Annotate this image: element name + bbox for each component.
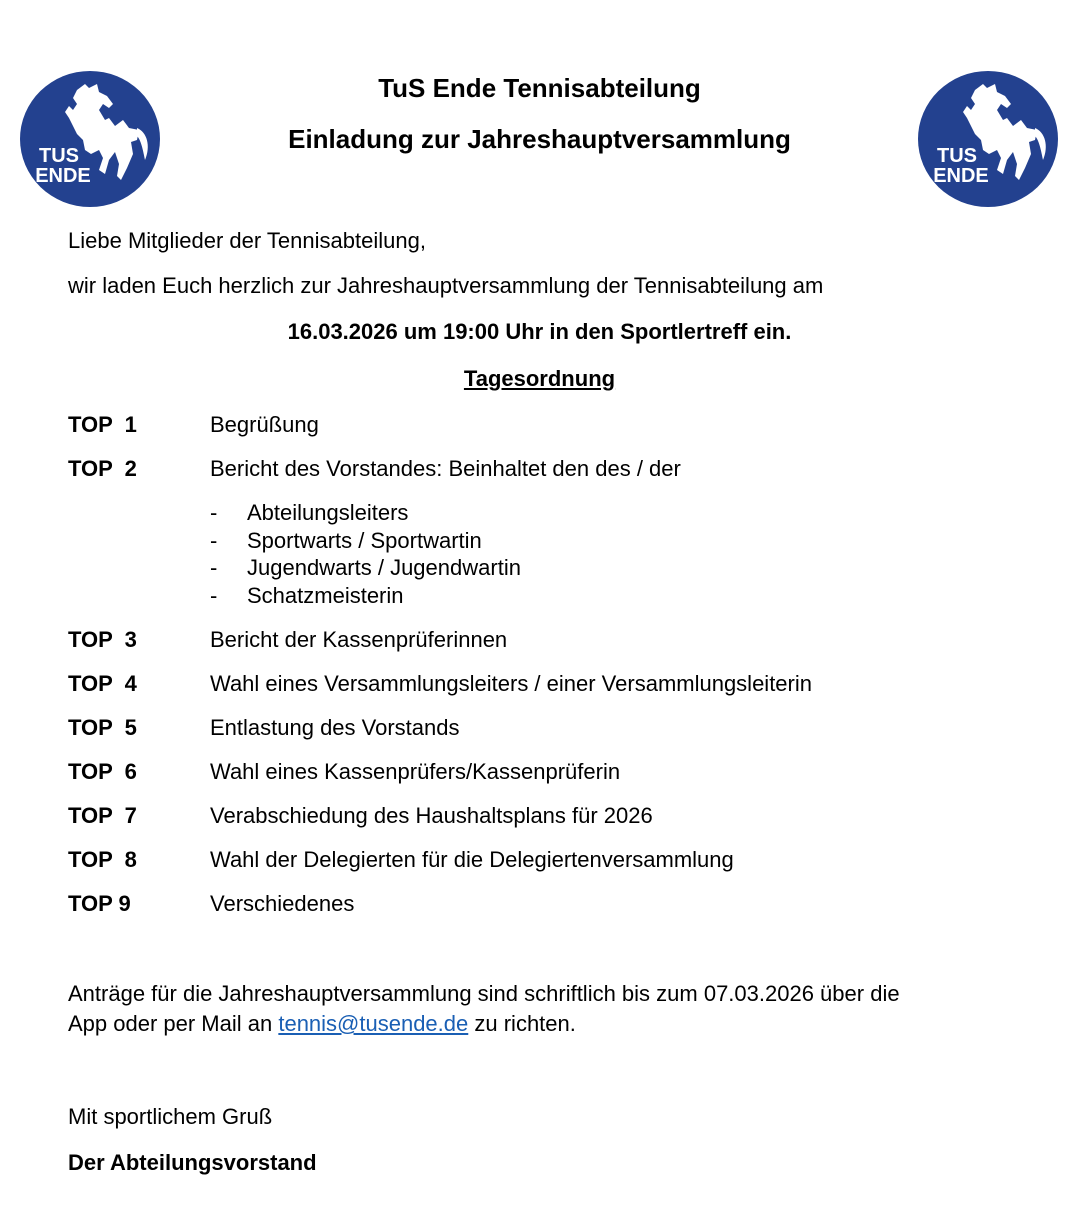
motions-line-2 [68, 1011, 576, 1037]
sub-item [210, 555, 521, 581]
greeting: Liebe Mitglieder der Tennisabteilung, [68, 228, 426, 253]
logo-text-ende: ENDE [35, 165, 91, 187]
agenda-label: Wahl der Delegierten für die Delegiertenversammlung [210, 847, 734, 872]
agenda-item-5 [68, 715, 460, 741]
agenda-label: Bericht des Vorstandes: Beinhaltet den des / der [210, 456, 681, 481]
agenda-label: Verabschiedung des Haushaltsplans für 2026 [210, 803, 653, 828]
logo-text-tus: TUS [937, 145, 977, 167]
agenda-item-7 [68, 803, 653, 829]
agenda-item-9 [68, 891, 354, 917]
agenda-number: TOP 2 [68, 456, 137, 481]
agenda-item-4 [68, 671, 812, 697]
list-dash: - [210, 555, 218, 580]
sub-item-label: Sportwarts / Sportwartin [247, 528, 482, 553]
agenda-label: Begrüßung [210, 412, 319, 437]
document-title: TuS Ende Tennisabteilung [378, 73, 701, 103]
email-link[interactable]: tennis@tusende.de [278, 1011, 469, 1036]
signature: Der Abteilungsvorstand [68, 1150, 317, 1175]
agenda-number: TOP 4 [68, 671, 137, 696]
document-subtitle: Einladung zur Jahreshauptversammlung [288, 124, 791, 154]
agenda-label: Entlastung des Vorstands [210, 715, 460, 740]
agenda-label: Wahl eines Kassenprüfers/Kassenprüferin [210, 759, 621, 784]
agenda-number: TOP 5 [68, 715, 137, 740]
agenda-number: TOP 1 [68, 412, 137, 437]
sub-item [210, 583, 404, 609]
logo-text-tus: TUS [39, 145, 79, 167]
list-dash: - [210, 528, 218, 553]
agenda-label: Bericht der Kassenprüferinnen [210, 627, 508, 652]
agenda-number: TOP 6 [68, 759, 137, 784]
agenda-label: Verschiedenes [210, 891, 355, 916]
agenda-item-1 [68, 412, 319, 438]
agenda-number: TOP 7 [68, 803, 137, 828]
sub-item-label: Schatzmeisterin [247, 583, 404, 608]
closing: Mit sportlichem Gruß [68, 1104, 273, 1129]
agenda-item-2 [68, 456, 681, 482]
agenda-number: TOP 9 [68, 891, 131, 916]
logo-text-ende: ENDE [933, 165, 989, 187]
agenda-label: Wahl eines Versammlungsleiters / einer Versammlungsleiterin [210, 671, 812, 696]
agenda-item-8 [68, 847, 734, 873]
agenda-item-6 [68, 759, 620, 785]
agenda-item-3 [68, 627, 507, 653]
list-dash: - [210, 583, 218, 608]
list-dash: - [210, 500, 218, 525]
intro-text: wir laden Euch herzlich zur Jahreshauptversammlung der Tennisabteilung am [68, 273, 824, 298]
sub-item [210, 500, 408, 526]
agenda-number: TOP 3 [68, 627, 137, 652]
meeting-date-line: 16.03.2026 um 19:00 Uhr in den Sportlertreff ein. [287, 319, 792, 344]
motions-prefix: App oder per Mail an [68, 1011, 279, 1036]
motions-line-1: Anträge für die Jahreshauptversammlung sind schriftlich bis zum 07.03.2026 über die [68, 981, 900, 1006]
sub-item-label: Jugendwarts / Jugendwartin [247, 555, 521, 580]
agenda-heading: Tagesordnung [463, 366, 616, 391]
sub-item-label: Abteilungsleiters [247, 500, 409, 525]
agenda-number: TOP 8 [68, 847, 137, 872]
motions-suffix: zu richten. [468, 1011, 576, 1036]
sub-item [210, 528, 482, 554]
